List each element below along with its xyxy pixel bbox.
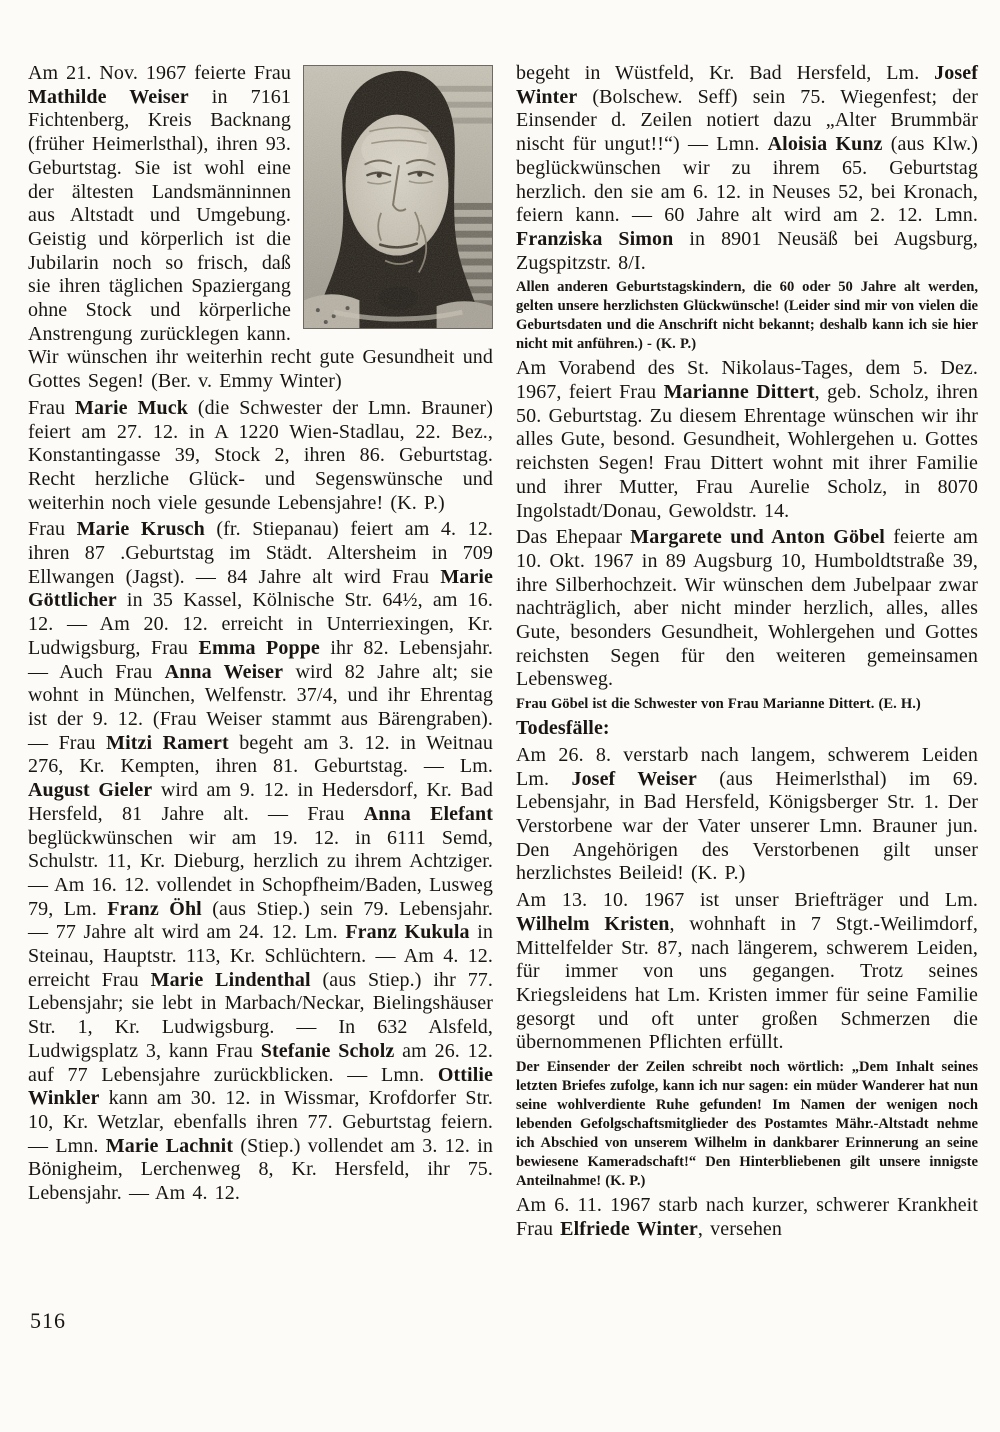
obituary-elfriede-winter: Am 6. 11. 1967 starb nach kurzer, schwerer Krankheit Frau Elfriede Winter, versehen <box>516 1194 978 1240</box>
obituary-wilhelm-kristen: Am 13. 10. 1967 ist unser Briefträger und Lm. Wilhelm Kristen, wohnhaft in 7 Stgt.-Weilimdorf, Mittelfelder Str. 87, nach längerem, schwerem Leiden, für immer von uns gegangen. Trotz seines Kriegsleidens hat Lm. Kristen immer für seine Familie gesorgt und oft unter großen Schmerzen die übernommenen Pflichten erfüllt. <box>516 889 978 1054</box>
obituary-josef-weiser: Am 26. 8. verstarb nach langem, schwerem Leiden Lm. Josef Weiser (aus Heimerlsthal) im 69. Lebensjahr, in Bad Hersfeld, Königsberger Str. 1. Der Verstorbene war der Vater unserer Lmn. Brauner jun. Den Angehörigen des Verstorbenen gilt unser herzlichstes Beileid! (K. P.) <box>516 743 978 885</box>
note-other-birthdays: Allen anderen Geburtstagskindern, die 60 oder 50 Jahre alt werden, gelten unsere herzlichsten Glückwünsche! (Leider sind mir von vielen die Geburtsdaten und die Anschrift nicht bekannt; deshalb kann ich sie hier nicht mit anführen.) - (K. P.) <box>516 279 978 353</box>
portrait-photo-image <box>304 66 492 328</box>
notice-marianne-dittert: Am Vorabend des St. Nikolaus-Tages, dem 5. Dez. 1967, feiert Frau Marianne Dittert, geb. Scholz, ihren 50. Geburtstag. Zu diesem Ehrentage wünschen wir ihr alles Gute, besond. Gesundheit, Wohlergehen u. Gottes reichsten Segen! Frau Dittert wohnt mit ihrer Familie und ihrer Mutter, Frau Aurelie Scholz, in 8070 Ingolstadt/Donau, Gewoldstr. 14. <box>516 357 978 522</box>
notice-marie-muck: Frau Marie Muck (die Schwester der Lmn. Brauner) feiert am 27. 12. in A 1220 Wien-Stadlau, 22. Bez., Konstantingasse 39, Stock 2, ihren 86. Geburtstag. Recht herzliche Glück- und Segenswünsche und weiterhin noch viele gesunde Lebensjahre! (K. P.) <box>28 396 493 514</box>
left-column <box>28 62 493 1206</box>
note-kristen-einsender: Der Einsender der Zeilen schreibt noch wörtlich: „Dem Inhalt seines letzten Briefes zufolge, kann ich nur sagen: ein müder Wanderer hat nun seine wohlverdiente Ruhe gefunden! Im Namen der wenigen noch lebenden Gefolgschaftsmitglieder des Postamtes Mähr.-Altstadt nehme ich Abschied von unserem Wilhelm in dankbarer Erinnerung an seine bewiesene Kameradschaft!“ Den Hinterbliebenen gilt unsere innigste Anteilnahme! (K. P.) <box>516 1059 978 1190</box>
notice-mathilde-weiser: Am 21. Nov. 1967 feierte Frau Mathilde Weiser in 7161 Fichtenberg, Kreis Backnang (früher Heimerlsthal), ihren 93. Geburtstag. Sie ist wohl eine der ältesten Landsmänninnen aus Altstadt und Umgebung. Geistig und körperlich ist die Jubilarin noch so frisch, daß sie ihren täglichen Spaziergang ohne Stock und körperliche Anstrengung zurücklegen kann. Wir wünschen ihr weiterhin recht gute Gesundheit und Gottes Segen! (Ber. v. Emmy Winter) <box>28 62 493 393</box>
note-goebel-schwester: Frau Göbel ist die Schwester von Frau Marianne Dittert. (E. H.) <box>516 696 921 713</box>
portrait-photo <box>303 65 493 329</box>
todesfaelle-heading: Todesfälle: <box>516 717 610 740</box>
right-column <box>516 62 978 1241</box>
notices-birthdays-december: Frau Marie Krusch (fr. Stiepanau) feiert am 4. 12. ihren 87 .Geburtstag im Städt. Altersheim in 709 Ellwangen (Jagst). — 84 Jahre alt wird Frau Marie Göttlicher in 35 Kassel, Kölnische Str. 64½, am 16. 12. — Am 20. 12. erreicht in Unterriexingen, Kr. Ludwigsburg, Frau Emma Poppe ihr 82. Lebensjahr. — Auch Frau Anna Weiser wird 82 Jahre alt; sie wohnt in München, Welfenstr. 37/4, und ihr Ehrentag ist der 9. 12. (Frau Weiser stammt aus Bärengraben). — Frau Mitzi Ramert begeht am 3. 12. in Weitnau 276, Kr. Kempten, ihren 81. Geburtstag. — Lm. August Gieler wird am 9. 12. in Hedersdorf, Kr. Bad Hersfeld, 81 Jahre alt. — Frau Anna Elefant beglückwünschen wir am 19. 12. in 6111 Semd, Schulstr. 11, Kr. Dieburg, herzlich zu ihrem Achtziger. — Am 16. 12. vollendet in Schopfheim/Baden, Lusweg 79, Lm. Franz Öhl (aus Stiep.) sein 79. Lebensjahr. — 77 Jahre alt wird am 24. 12. Lm. Franz Kukula in Steinau, Hauptstr. 113, Kr. Schlüchtern. — Am 4. 12. erreicht Frau Marie Lindenthal (aus Stiep.) ihr 77. Lebensjahr; sie lebt in Marbach/Neckar, Bielingshäuser Str. 1, Kr. Ludwigsburg. — In 632 Alsfeld, Ludwigsplatz 3, kann Frau Stefanie Scholz am 26. 12. auf 77 Lebensjahre zurückblicken. — Lmn. Ottilie Winkler kann am 30. 12. in Wissmar, Krofdorfer Str. 10, Kr. Wetzlar, ebenfalls ihren 77. Geburtstag feiern. — Lmn. Marie Lachnit (Stiep.) vollendet am 3. 12. in Bönigheim, Lerchenweg 8, Kr. Hersfeld, ihr 75. Lebensjahr. — Am 4. 12. <box>28 518 494 1205</box>
page-number: 516 <box>30 1308 66 1333</box>
notice-goebel-silberhochzeit: Das Ehepaar Margarete und Anton Göbel feierte am 10. Okt. 1967 in 89 Augsburg 10, Humboldtstraße 39, ihre Silberhochzeit. Wir wünschen dem Jubelpaar zwar nachträglich, aber nicht minder herzlich, alles, alles Gute, besonders Gesundheit, Wohlergehen und Gottes reichsten Segen für den weiteren gemeinsamen Lebensweg. <box>516 526 978 691</box>
notice-josef-winter-kunz-simon: begeht in Wüstfeld, Kr. Bad Hersfeld, Lm. Josef Winter (Bolschew. Seff) sein 75. Wiegenfest; der Einsender d. Zeilen notiert dazu „Alter Brummbär nischt für ungut!!“) — Lmn. Aloisia Kunz (aus Klw.) beglückwünschen wir zu ihrem 65. Geburtstag herzlich. den sie am 6. 12. in Neuses 52, bei Kronach, feiern kann. — 60 Jahre alt wird am 2. 12. Lmn. Franziska Simon in 8901 Neusäß bei Augsburg, Zugspitzstr. 8/I. <box>516 62 978 274</box>
